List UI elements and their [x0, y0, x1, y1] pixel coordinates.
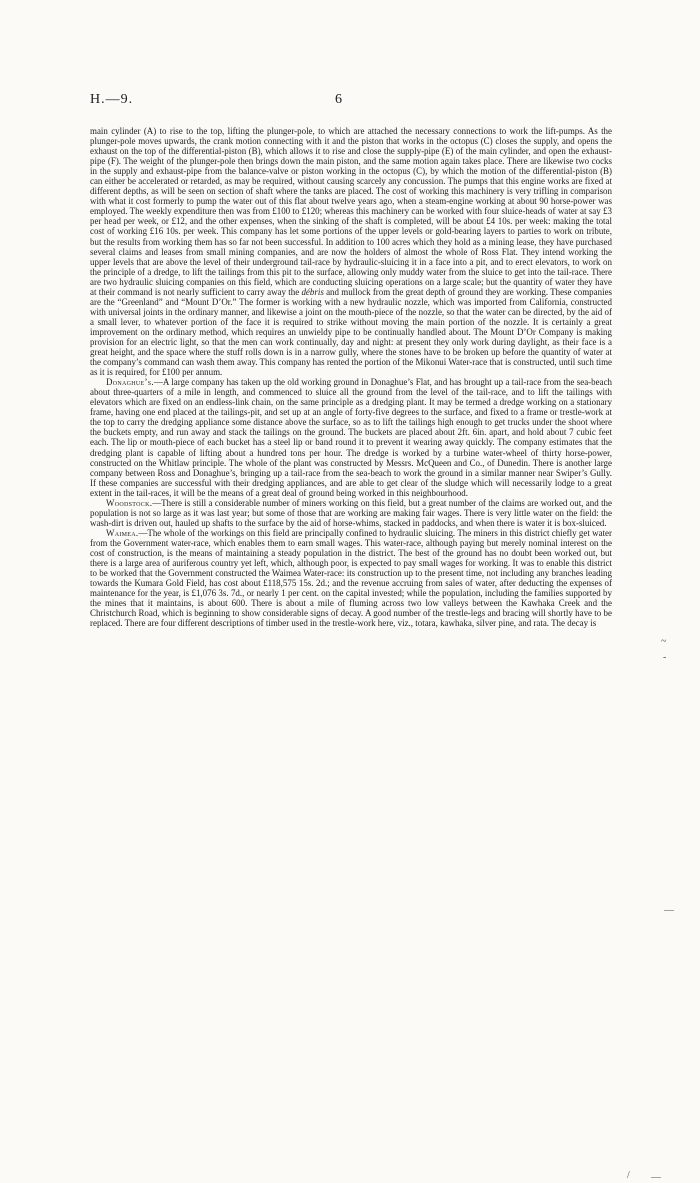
paragraph-woodstock — [90, 498, 612, 528]
paragraph-donaghue — [90, 377, 612, 498]
donaghue-heading: Donaghue’s. — [106, 377, 154, 388]
waimea-text: —The whole of the workings on this field are principally confined to hydraulic sluicing. The miners in this district chiefly get water from the Government water-race, which enables them to earn small wages. This water-race, although paying but merely nominal interest on the cost of construction, is the means of maintaining a steady population in the district. The best of the ground has no doubt been worked out, but there is a large area of auriferous country yet left, which, although poor, is expected to pay small wages for working. It was to enable this district to be worked that the Government constructed the Waimea Water-race: its construction up to the present time, not including any branches leading towards the Kumara Gold Field, has cost about £118,575 15s. 2d.; and the revenue accruing from sales of water, after deducting the expenses of maintenance for the year, is £1,076 3s. 7d., or nearly 1 per cent. on the capital invested; while the population, including the families supported by the mines that it maintains, is about 600. There is about a mile of fluming across two low valleys between the Kawhaka Creek and the Christchurch Road, which is beginning to show considerable signs of decay. A good number of the trestle-legs and bracing will shortly have to be replaced. There are four different descriptions of timber used in the trestle-work here, viz., totara, kawhaka, silver pine, and rata. The decay is — [90, 527, 612, 629]
intro-text-cont: and mullock from the great depth of ground they are working. These companies are the “Greenland” and “Mount D’Or.” The former is working with a new hydraulic nozzle, which was imported from California, constructed with universal joints in the ordinary manner, and likewise a joint on the mouth-piece of the nozzle, so that the water can be directed, by the aid of a small lever, to whatever portion of the face it is required to strike without moving the main portion of the nozzle. It is certainly a great improvement on the ordinary method, which requires an unwieldy pipe to be continually handled about. The Mount D’Or Company is making provision for an electric light, so that the men can work continually, day and night: at present they only work during daylight, as their face is a great height, and the space where the stuff rolls down is in a narrow gully, where the stones have to be broken up before the quantity of water at the company’s command can wash them away. This company has rented the portion of the Mikonui Water-race that is constructed, until such time as it is required, for £100 per annum. — [90, 286, 613, 378]
page-header — [90, 92, 610, 112]
margin-mark: ~ — [661, 636, 667, 647]
intro-text: main cylinder (A) to rise to the top, lifting the plunger-pole, to which are attached the necessary connections to work the lift-pumps. As the plunger-pole moves upwards, the crank motion connecting with it and the piston that works in the octopus (C) closes the supply, and opens the exhaust on the top of the differential-piston (B), which allows it to rise and close the supply-pipe (E) of the main cylinder, and open the exhaust-pipe (F). The weight of the plunger-pole then brings down the main piston, and the same motion again takes place. There are likewise two cocks in the supply and exhaust-pipe from the balance-valve or piston working in the octopus (C), by which the motion of the differential-piston (B) can either be accelerated or retarded, as may be required, without causing scarcely any concussion. The pumps that this engine works are fixed at different depths, as will be seen on section of shaft where the tanks are placed. The cost of working this machinery is very trifling in comparison with what it cost formerly to pump the water out of this flat about twelve years ago, when a steam-engine working at about 90 horse-power was employed. The weekly expenditure then was from £100 to £120; whereas this machinery can be worked with four sluice-heads of water at say £3 per head per week, or £12, and the other expenses, when the sinking of the shaft is completed, will be about £4 10s. per week: making the total cost of working £16 10s. per week. This company has let some portions of the upper levels or gold-bearing layers to parties to work on tribute, but the results from working them has so far not been successful. In addition to 100 acres which they hold as a mining lease, they have purchased several claims and leases from small mining companies, and are now the holders of almost the whole of Ross Flat. They intend working the upper levels that are above the level of their underground tail-race by hydraulic-sluicing it in a face into a pit, and to erect elevators, to work on the principle of a dredge, to lift the tailings from this pit to the surface, allowing only muddy water from the sluice to get into the tail-race. There are two hydraulic sluicing companies on this field, which are conducting sluicing operations on a large scale; but the quantity of water they have at their command is not nearly sufficient to carry away the — [90, 126, 612, 297]
page-id: H.—9. — [90, 92, 134, 107]
margin-mark: - — [663, 652, 667, 663]
margin-mark: / — [627, 1170, 630, 1181]
waimea-heading: Waimea. — [106, 527, 139, 538]
paragraph-waimea — [90, 528, 612, 628]
page-number: 6 — [335, 92, 342, 107]
intro-debris: débris — [301, 286, 324, 297]
margin-mark: — — [664, 905, 674, 916]
woodstock-text: —There is still a considerable number of miners working on this field, but a great number of the claims are worked out, and the population is not so large as it was last year; but some of those that are working are making fair wages. There is very little water on the field: the wash-dirt is driven out, hauled up shafts to the surface by the aid of horse-whims, stacked in paddocks, and when there is water it is box-sluiced. — [90, 497, 612, 528]
donaghue-text: —A large company has taken up the old working ground in Donaghue’s Flat, and has brought up a tail-race from the sea-beach about three-quarters of a mile in length, and commenced to sluice all the ground from the level of the tail-race, and to lift the tailings with elevators which are fixed on an endless-link chain, on the same principle as a dredging plant. It may be termed a dredge working on a stationary frame, having one end placed at the tailings-pit, and set up at an angle of forty-five degrees to the surface, and fixed to a frame or trestle-work at the top to carry the dredging appliance some distance above the surface, so as to lift the tailings high enough to get trucks under the shoot where the buckets empty, and run away and stack the tailings on the ground. The buckets are placed about 2ft. 6in. apart, and hold about 7 cubic feet each. The lip or mouth-piece of each bucket has a steel lip or band round it to prevent it wearing away quickly. The company estimates that the dredging plant is capable of lifting about a hundred tons per hour. The dredge is worked by a turbine water-wheel of thirty horse-power, constructed on the Whitlaw principle. The whole of the plant was constructed by Messrs. McQueen and Co., of Dunedin. There is another large company between Ross and Donaghue’s, bringing up a tail-race from the sea-beach to work the ground in a similar manner near Swiper’s Gully. If these companies are successful with their dredging appliances, and are able to get clear of the sludge which will necessarily lodge to a great extent in the tail-races, it will be the means of a great deal of ground being worked in this neighbourhood. — [90, 377, 612, 498]
body-text — [90, 126, 612, 628]
margin-mark: — — [651, 1172, 661, 1183]
woodstock-heading: Woodstock. — [106, 497, 153, 508]
paragraph-intro — [90, 126, 612, 377]
